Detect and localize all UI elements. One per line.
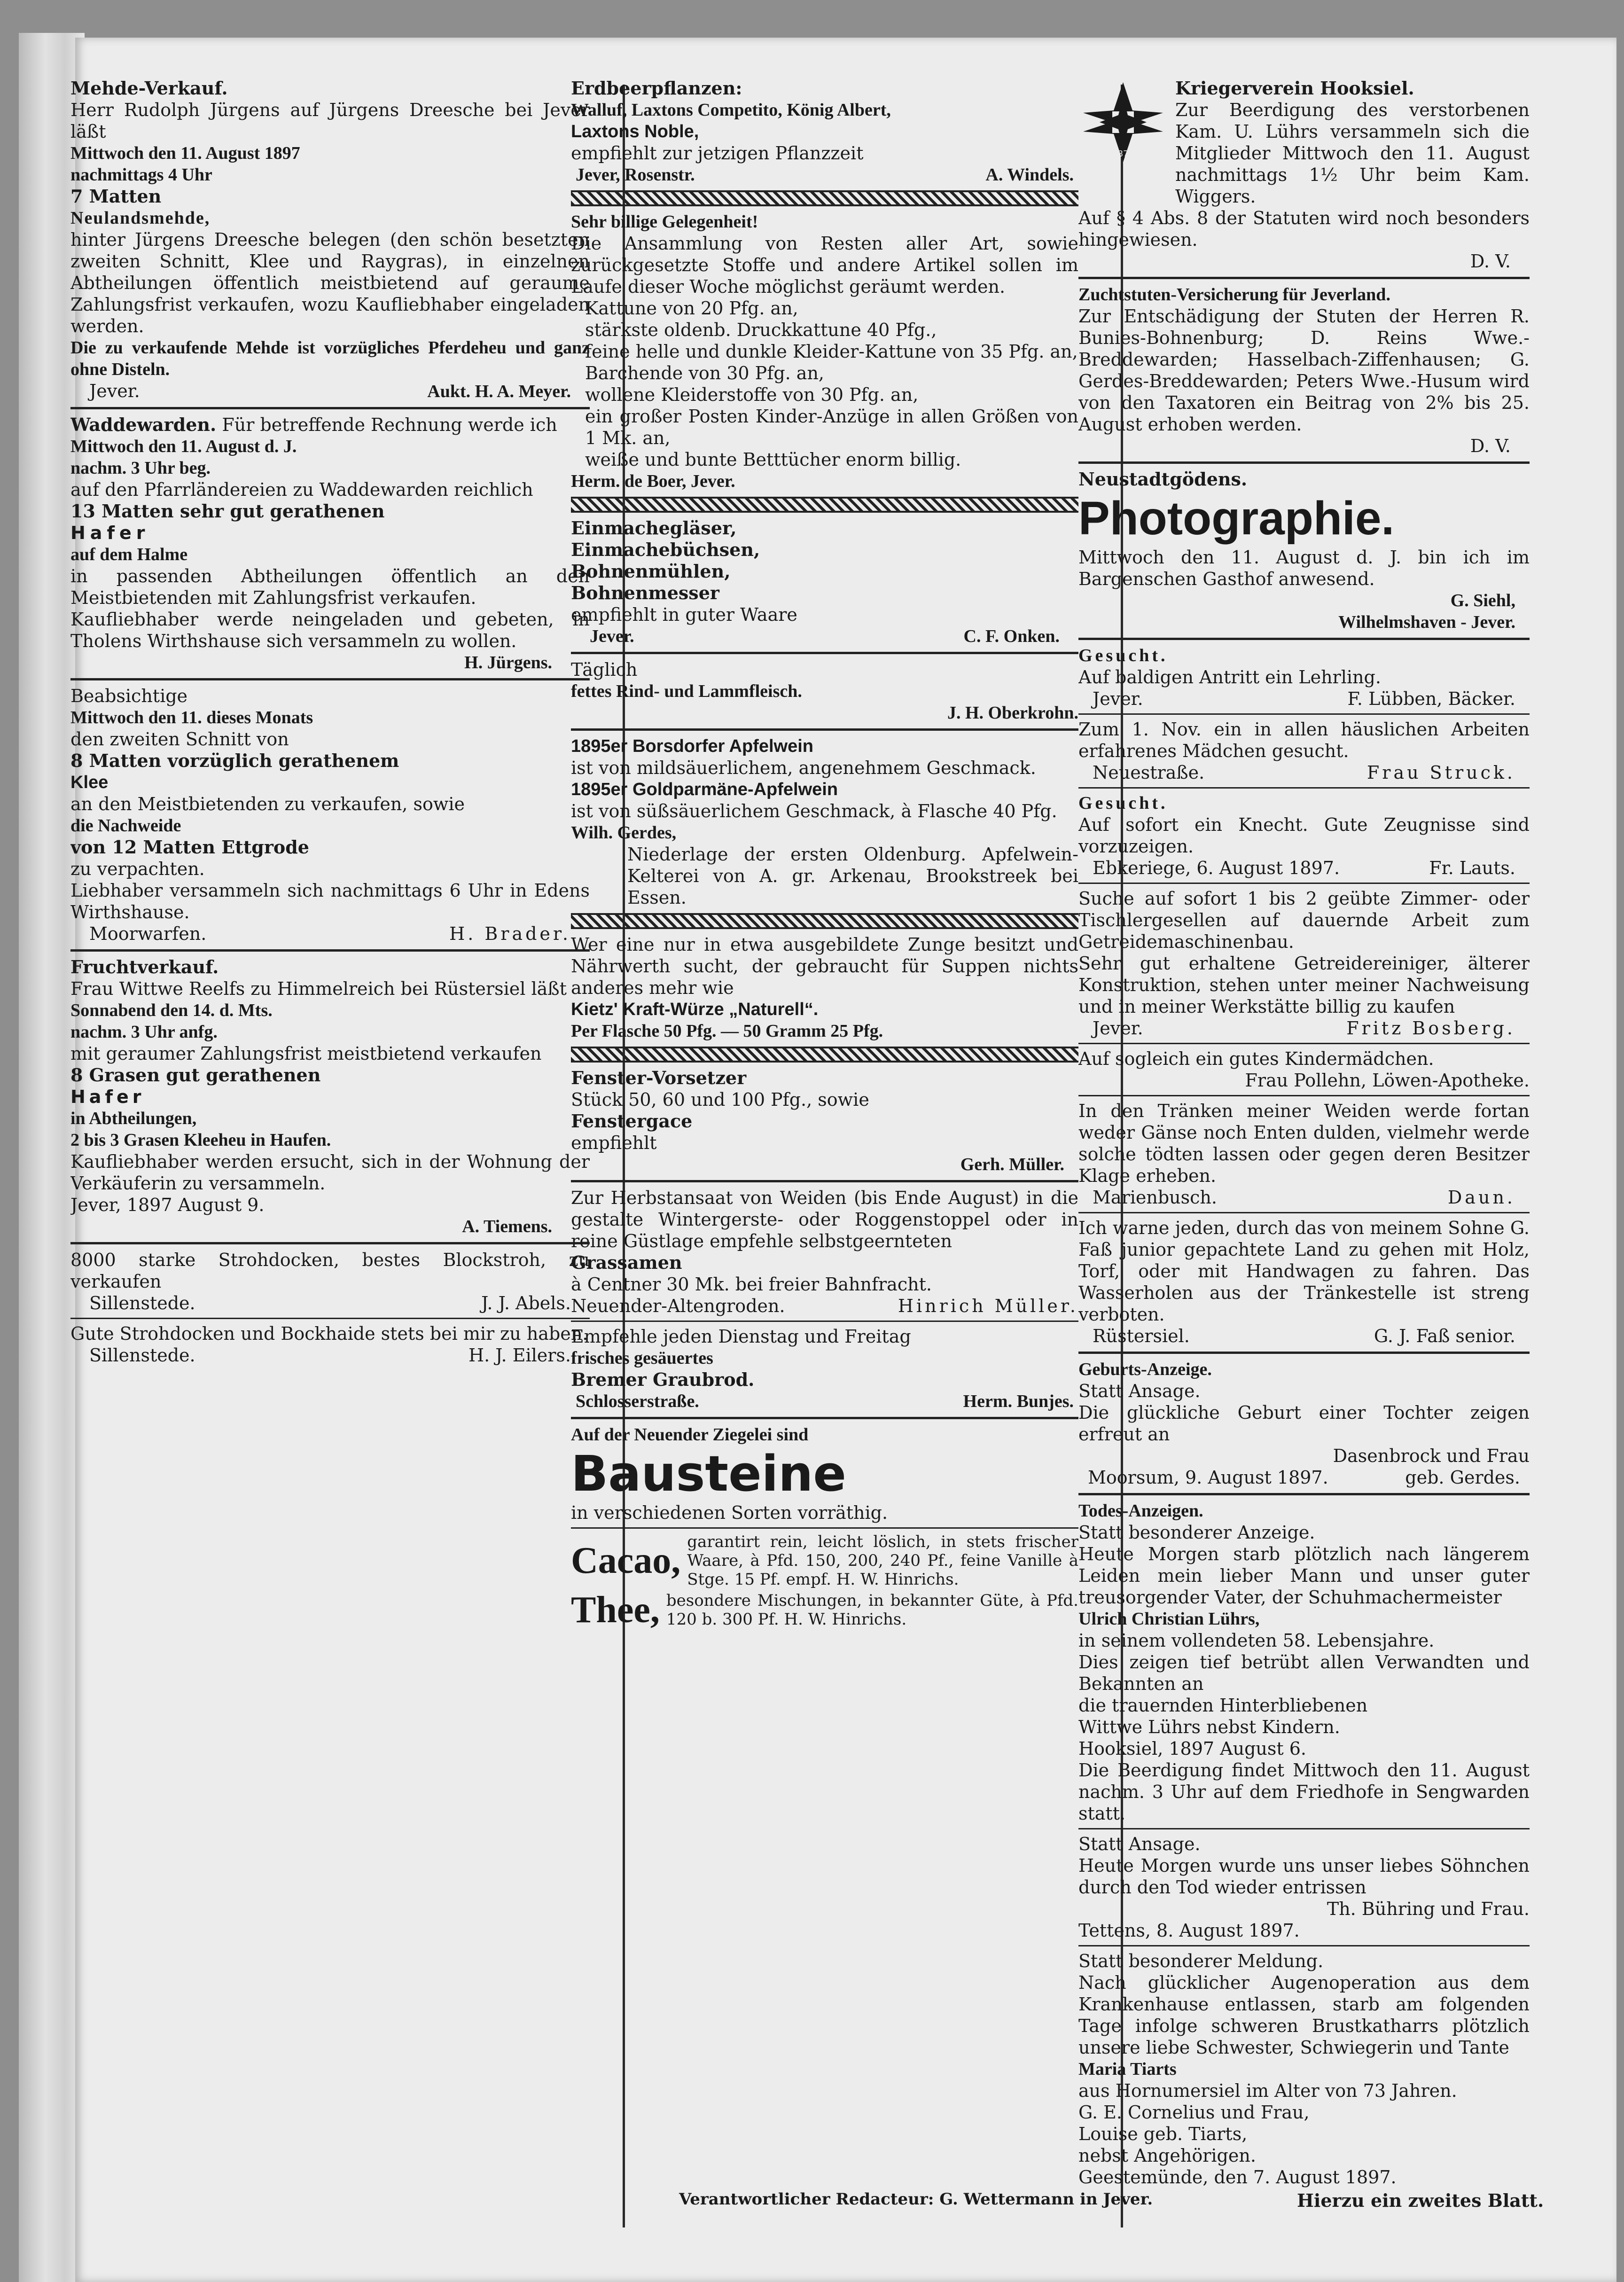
ad-text: hinter Jürgens Dreesche belegen (den schön besetzten zweiten Schnitt, Klee und Raygras), in einzelnen Abtheilungen öffentlich meistbietend auf geraume Zahlungsfrist verkaufen, wozu Kaufliebhaber eingeladen werden. bbox=[70, 229, 590, 336]
ad-text: Sehr gut erhaltene Getreidereiniger, älterer Konstruktion, stehen unter meiner Nachweisung und in meiner Werkstätte billig zu kaufen bbox=[1078, 953, 1530, 1017]
ad-subheadline: in Abtheilungen, bbox=[70, 1109, 197, 1128]
ad-title: Geburts-Anzeige. bbox=[1078, 1360, 1212, 1379]
ad-signature: nebst Angehörigen. bbox=[1078, 2145, 1256, 2166]
name: J. J. Abels. bbox=[481, 1293, 571, 1313]
ad-title: Kriegerverein Hooksiel. bbox=[1175, 78, 1414, 99]
ad-kriegerverein bbox=[1078, 78, 1530, 272]
ad-erdbeerpflanzen bbox=[571, 78, 1078, 186]
ad-gelegenheit bbox=[571, 211, 1078, 492]
place: Neuender-Altengroden. bbox=[571, 1296, 785, 1316]
divider bbox=[70, 1318, 590, 1319]
place: Jever. bbox=[590, 626, 634, 646]
ad-title: Mehde-Verkauf. bbox=[70, 78, 228, 99]
ad-text: Geestemünde, den 7. August 1897. bbox=[1078, 2167, 1397, 2188]
ad-todes-anzeige-3 bbox=[1078, 1950, 1530, 2188]
place: Moorsum, 9. August 1897. bbox=[1088, 1467, 1328, 1488]
ad-zuchtstuten bbox=[1078, 284, 1530, 457]
ad-title: Sehr billige Gelegenheit! bbox=[571, 212, 758, 232]
ad-signature bbox=[70, 923, 590, 945]
ad-signature: Louise geb. Tiarts, bbox=[1078, 2124, 1248, 2144]
ad-text: Gute Strohdocken und Bockhaide stets bei mir zu haben. bbox=[70, 1323, 588, 1344]
name: Fritz Bosberg. bbox=[1346, 1018, 1515, 1039]
ad-text: Per Flasche 50 Pfg. — 50 Gramm 25 Pfg. bbox=[571, 1021, 883, 1041]
ad-graubrod bbox=[571, 1326, 1078, 1412]
ad-signature: Wilhelmshaven - Jever. bbox=[1338, 612, 1515, 632]
ad-text: Täglich bbox=[571, 659, 638, 680]
ad-text: Statt besonderer Anzeige. bbox=[1078, 1522, 1315, 1543]
ad-text: in passenden Abtheilungen öffentlich an den Meistbietenden mit Zahlungsfrist verkaufen. bbox=[70, 566, 590, 608]
ad-text: Dies zeigen tief betrübt allen Verwandten und Bekannten an bbox=[1078, 1652, 1530, 1694]
ad-text: frisches gesäuertes bbox=[571, 1348, 713, 1368]
ad-signature: J. H. Oberkrohn. bbox=[947, 703, 1078, 723]
ad-headline: Fenster-Vorsetzer bbox=[571, 1067, 747, 1088]
ad-title: Fruchtverkauf. bbox=[70, 956, 219, 977]
ad-text: Auf sofort ein Knecht. Gute Zeugnisse sind vorzuzeigen. bbox=[1078, 814, 1530, 857]
ad-signature bbox=[571, 625, 1078, 647]
ad-signature: G. E. Cornelius und Frau, bbox=[1078, 2102, 1310, 2123]
ad-bockhaide bbox=[70, 1323, 590, 1366]
ad-date: Mittwoch den 11. August 1897 bbox=[70, 143, 300, 163]
ornamental-divider bbox=[571, 497, 1078, 513]
divider bbox=[1078, 1945, 1530, 1946]
place: Jever. bbox=[1093, 688, 1143, 709]
ad-text: Stück 50, 60 und 100 Pfg., sowie bbox=[571, 1089, 869, 1110]
ad-text: Frau Wittwe Reelfs zu Himmelreich bei Rüstersiel läßt bbox=[70, 978, 567, 999]
ad-text: ist von süßsäuerlichem Geschmack, à Flasche 40 Pfg. bbox=[571, 801, 1057, 821]
ad-headline: Bausteine bbox=[571, 1445, 846, 1502]
ad-headline: fettes Rind- und Lammfleisch. bbox=[571, 681, 802, 701]
ad-text: Zum 1. Nov. ein in allen häuslichen Arbeiten erfahrenes Mädchen gesucht. bbox=[1078, 719, 1530, 761]
cross-year: 1870 bbox=[1112, 149, 1134, 159]
ad-fruchtverkauf bbox=[70, 956, 590, 1237]
ad-title: Erdbeerpflanzen: bbox=[571, 78, 742, 99]
ad-fleisch bbox=[571, 659, 1078, 724]
ad-traenken bbox=[1078, 1100, 1530, 1208]
ad-headline: Photographie. bbox=[1078, 492, 1395, 545]
ad-text: Kaufliebhaber werde neingeladen und gebeten, in Tholens Wirthshause sich versammeln zu wollen. bbox=[70, 609, 590, 651]
ad-grassamen bbox=[571, 1187, 1078, 1317]
list-item: Kattune von 20 Pfg. an, bbox=[585, 298, 798, 319]
name: Fr. Lauts. bbox=[1429, 858, 1515, 878]
ornamental-divider bbox=[571, 1047, 1078, 1063]
ad-signature bbox=[1078, 1017, 1530, 1039]
ad-text: Die Beerdigung findet Mittwoch den 11. August nachm. 3 Uhr auf dem Friedhofe in Sengwarden statt. bbox=[1078, 1760, 1530, 1824]
ad-todes-anzeige-2 bbox=[1078, 1833, 1530, 1941]
place: Schlosserstraße. bbox=[576, 1391, 699, 1411]
divider bbox=[1078, 1095, 1530, 1096]
ad-text: besondere Mischungen, in bekannter Güte, à Pfd. 120 b. 300 Pf. H. W. Hinrichs. bbox=[666, 1591, 1078, 1629]
ad-text: empfiehlt bbox=[571, 1133, 657, 1153]
ad-signature bbox=[571, 164, 1078, 186]
place: Moorwarfen. bbox=[89, 923, 207, 944]
ad-headline: Kietz' Kraft-Würze „Naturell“. bbox=[571, 1000, 819, 1019]
ad-subheadline: 8 Matten vorzüglich gerathenem bbox=[70, 750, 399, 771]
ad-title: Zuchtstuten-Versicherung für Jeverland. bbox=[1078, 285, 1390, 305]
name: C. F. Onken. bbox=[963, 626, 1060, 646]
name: G. J. Faß senior. bbox=[1374, 1326, 1515, 1346]
list-item: wollene Kleiderstoffe von 30 Pfg. an, bbox=[585, 384, 919, 405]
footer-note: Hierzu ein zweites Blatt. bbox=[1297, 2190, 1544, 2211]
ad-text: Kaufliebhaber werden ersucht, sich in der Wohnung der Verkäuferin zu versammeln. bbox=[70, 1151, 590, 1194]
place: Jever. bbox=[1093, 1018, 1143, 1039]
ad-signature bbox=[1078, 762, 1530, 783]
ad-text: Waddewarden. Für betreffende Rechnung werde ich bbox=[70, 414, 557, 435]
ad-text: Zur Beerdigung des verstorbenen Kam. U. Lührs versammeln sich die Mitglieder Mittwoch den 11. August nachmittags 1½ Uhr beim Kam. Wiggers. bbox=[1175, 100, 1530, 207]
name: Frau Struck. bbox=[1366, 762, 1515, 783]
ad-text: den zweiten Schnitt von bbox=[70, 729, 289, 750]
ad-text: à Centner 30 Mk. bei freier Bahnfracht. bbox=[571, 1274, 932, 1295]
ad-text: Herr Rudolph Jürgens auf Jürgens Dreesche bei Jever läßt bbox=[70, 100, 590, 142]
ad-signature: Gerh. Müller. bbox=[960, 1155, 1064, 1174]
ad-signature bbox=[70, 1292, 590, 1314]
ad-signature bbox=[1078, 857, 1530, 879]
ad-text: mit geraumer Zahlungsfrist meistbietend verkaufen bbox=[70, 1043, 542, 1064]
name: H. J. Eilers. bbox=[468, 1345, 571, 1366]
ad-text: auf den Pfarrländereien zu Waddewarden reichlich bbox=[70, 479, 533, 500]
column-3 bbox=[1078, 78, 1530, 2188]
divider bbox=[571, 1527, 1078, 1529]
ad-text: in verschiedenen Sorten vorräthig. bbox=[571, 1502, 888, 1523]
ad-text: Statt Ansage. bbox=[1078, 1834, 1201, 1854]
ad-signature bbox=[70, 380, 590, 402]
column-2 bbox=[571, 78, 1078, 1631]
ad-text: Statt besonderer Meldung. bbox=[1078, 1951, 1324, 1971]
divider bbox=[1078, 1493, 1530, 1495]
place: Jever, Rosenstr. bbox=[576, 165, 695, 185]
ad-text: Liebhaber versammeln sich nachmittags 6 Uhr in Edens Wirthshause. bbox=[70, 880, 590, 922]
ad-signature: D. V. bbox=[1470, 436, 1511, 456]
ad-headline: Bremer Graubrod. bbox=[571, 1369, 755, 1390]
place: Sillenstede. bbox=[89, 1345, 195, 1366]
ad-subheadline: 8 Grasen gut gerathenen bbox=[70, 1064, 321, 1086]
ad-apfelwein bbox=[571, 735, 1078, 908]
place: Sillenstede. bbox=[89, 1293, 195, 1313]
ad-text: empfiehlt in guter Waare bbox=[571, 604, 797, 625]
iron-cross-icon bbox=[1078, 78, 1168, 167]
ad-subheadline: 2 bis 3 Grasen Kleeheu in Haufen. bbox=[70, 1130, 331, 1150]
ad-signature bbox=[1078, 1467, 1530, 1488]
ad-subheadline: von 12 Matten Ettgrode bbox=[70, 836, 309, 858]
divider bbox=[1078, 1212, 1530, 1213]
ad-headline: Neulandsmehde, bbox=[70, 208, 211, 228]
ad-tischler bbox=[1078, 888, 1530, 1039]
ad-title: Gesucht. bbox=[1078, 646, 1168, 665]
ad-mehde-verkauf bbox=[70, 78, 590, 402]
ornamental-divider bbox=[571, 190, 1078, 206]
divider bbox=[1078, 1352, 1530, 1354]
list-item: ein großer Posten Kinder-Anzüge in allen Größen von 1 Mk. an, bbox=[585, 406, 1078, 448]
ad-text: Die zu verkaufende Mehde ist vorzügliches Pferdeheu und ganz ohne Disteln. bbox=[70, 338, 590, 379]
ad-text: an den Meistbietenden zu verkaufen, sowie bbox=[70, 794, 465, 814]
divider bbox=[1078, 1828, 1530, 1829]
list-item: Barchende von 30 Pfg. an, bbox=[585, 363, 825, 383]
ad-strohdocken bbox=[70, 1249, 590, 1314]
ad-text: Heute Morgen starb plötzlich nach längerem Leiden mein lieber Mann und unser guter treusorgender Vater, der Schuhmachermeister bbox=[1078, 1544, 1530, 1608]
footer-editor: Verantwortlicher Redacteur: G. Wettermann in Jever. bbox=[679, 2190, 1153, 2209]
ad-text: Auf baldigen Antritt ein Lehrling. bbox=[1078, 667, 1381, 688]
ad-signature: Th. Bühring und Frau. bbox=[1327, 1899, 1530, 1919]
name: Daun. bbox=[1447, 1187, 1515, 1208]
ad-fenster bbox=[571, 1067, 1078, 1175]
column-1 bbox=[70, 78, 590, 1366]
divider bbox=[1078, 713, 1530, 715]
ad-kindermaedchen bbox=[1078, 1048, 1530, 1091]
ornamental-divider bbox=[571, 913, 1078, 929]
ad-text: Mittwoch den 11. August d. J. bin ich im Bargenschen Gasthof anwesend. bbox=[1078, 547, 1530, 589]
ad-headline: 1895er Goldparmäne-Apfelwein bbox=[571, 780, 838, 799]
ad-text: Tettens, 8. August 1897. bbox=[1078, 1920, 1300, 1941]
name: F. Lübben, Bäcker. bbox=[1347, 688, 1515, 709]
ad-signature: H. Jürgens. bbox=[464, 653, 552, 672]
ad-text: 8000 starke Strohdocken, bestes Blockstroh, zu verkaufen bbox=[70, 1250, 590, 1292]
ad-signature bbox=[1078, 688, 1530, 710]
ad-text: Auf sogleich ein gutes Kindermädchen. bbox=[1078, 1048, 1434, 1069]
ad-subheadline: auf dem Halme bbox=[70, 545, 188, 564]
ad-date: Mittwoch den 11. August d. J. bbox=[70, 437, 297, 456]
ad-cacao bbox=[571, 1532, 1078, 1589]
place: Jever. bbox=[89, 381, 140, 401]
ad-signature: Wilh. Gerdes, bbox=[571, 823, 677, 843]
ad-signature bbox=[571, 1295, 1078, 1317]
place: Marienbusch. bbox=[1093, 1187, 1217, 1208]
ad-thee bbox=[571, 1589, 1078, 1631]
ad-headline: 7 Matten bbox=[70, 186, 162, 207]
ad-text: ist von mildsäuerlichem, angenehmem Geschmack. bbox=[571, 758, 1036, 778]
ad-signature: Herm. de Boer, Jever. bbox=[571, 471, 735, 491]
ad-photographie bbox=[1078, 469, 1530, 633]
divider bbox=[70, 949, 590, 952]
ad-einmache bbox=[571, 517, 1078, 647]
ad-text: Wer eine nur in etwa ausgebildete Zunge besitzt und Nährwerth sucht, der gebraucht für Suppen nichts anderes mehr wie bbox=[571, 934, 1078, 998]
divider bbox=[1078, 787, 1530, 789]
ad-klee bbox=[70, 685, 590, 945]
ad-text: Die glückliche Geburt einer Tochter zeigen erfreut an bbox=[1078, 1402, 1530, 1445]
ad-headline: Hafer bbox=[70, 1086, 145, 1107]
place: Ebkeriege, 6. August 1897. bbox=[1093, 858, 1340, 878]
ad-text: Beabsichtige bbox=[70, 686, 188, 706]
ad-text: Walluf, Laxtons Competito, König Albert, bbox=[571, 100, 891, 120]
ad-text: Niederlage der ersten Oldenburg. Apfelwein-Kelterei von A. gr. Arkenau, Brookstreek bei Essen. bbox=[627, 844, 1078, 908]
ad-title: Gesucht. bbox=[1078, 793, 1168, 813]
ad-signature bbox=[70, 1344, 590, 1366]
ad-title: Todes-Anzeigen. bbox=[1078, 1501, 1203, 1521]
ad-headline: Thee, bbox=[571, 1589, 660, 1631]
ad-subheadline: Neustadtgödens. bbox=[1078, 469, 1248, 490]
divider bbox=[571, 1417, 1078, 1419]
divider bbox=[571, 652, 1078, 654]
ad-headline: Klee bbox=[70, 773, 109, 792]
divider bbox=[571, 1321, 1078, 1322]
ad-headline: Einmachegläser, bbox=[571, 517, 737, 539]
ad-text: Jever, 1897 August 9. bbox=[70, 1195, 265, 1215]
name: geb. Gerdes. bbox=[1405, 1467, 1520, 1488]
ad-text: Auf der Neuender Ziegelei sind bbox=[571, 1425, 809, 1445]
ad-date: Sonnabend den 14. d. Mts. bbox=[70, 1000, 273, 1020]
ad-text: aus Hornumersiel im Alter von 73 Jahren. bbox=[1078, 2080, 1457, 2101]
ad-headline: Cacao, bbox=[571, 1540, 681, 1581]
ad-headline: Hafer bbox=[70, 523, 150, 543]
ad-kraftwuerze bbox=[571, 934, 1078, 1042]
divider bbox=[70, 678, 590, 680]
ad-signature bbox=[1078, 1187, 1530, 1208]
ad-text: Statt Ansage. bbox=[1078, 1381, 1201, 1401]
ad-signature: Frau Pollehn, Löwen-Apotheke. bbox=[1245, 1070, 1530, 1091]
name: Hinrich Müller. bbox=[898, 1296, 1078, 1316]
list-item: feine helle und dunkle Kleider-Kattune von 35 Pfg. an, bbox=[585, 341, 1078, 362]
ad-text: in seinem vollendeten 58. Lebensjahre. bbox=[1078, 1630, 1435, 1651]
ad-signature: Dasenbrock und Frau bbox=[1333, 1446, 1530, 1466]
divider bbox=[1078, 883, 1530, 884]
ad-headline: 1895er Borsdorfer Apfelwein bbox=[571, 736, 813, 756]
list-item: stärkste oldenb. Druckkattune 40 Pfg., bbox=[585, 320, 937, 340]
ad-text: Ich warne jeden, durch das von meinem Sohne G. Faß junior gepachtete Land zu gehen mit Holz, Torf, oder mit Handwagen zu fahren. Das Wasserholen aus der Tränkestelle ist streng verboten. bbox=[1078, 1218, 1530, 1325]
ad-text: Die Ansammlung von Resten aller Art, sowie zurückgesetzte Stoffe und andere Artikel sollen im Laufe dieser Woche möglichst geräumt werden. bbox=[571, 233, 1078, 297]
ad-headline: Grassamen bbox=[571, 1252, 682, 1273]
ad-text: Suche auf sofort 1 bis 2 geübte Zimmer- oder Tischlergesellen auf dauernde Arbeit zum Getreidemaschinenbau. bbox=[1078, 888, 1530, 952]
ad-gesucht-lehrling bbox=[1078, 645, 1530, 710]
ad-name: Ulrich Christian Lührs, bbox=[1078, 1609, 1260, 1629]
divider bbox=[1078, 1043, 1530, 1044]
ad-signature: Wittwe Lührs nebst Kindern. bbox=[1078, 1717, 1340, 1737]
name: Aukt. H. A. Meyer. bbox=[427, 382, 571, 401]
list-item: weiße und bunte Betttücher enorm billig. bbox=[585, 449, 961, 470]
ad-date: Mittwoch den 11. dieses Monats bbox=[70, 708, 313, 727]
name: A. Windels. bbox=[985, 165, 1074, 185]
ad-headline: Fenstergace bbox=[571, 1110, 693, 1132]
ad-signature bbox=[571, 1391, 1078, 1412]
ad-signature: G. Siehl, bbox=[1450, 591, 1515, 610]
ad-text: Zur Entschädigung der Stuten der Herren R. Bunies-Bohnenburg; D. Reins Wwe.-Breddewarden; Hasselbach-Ziffenhausen; G. Gerdes-Breddewarden; Peters Wwe.-Husum wird von den Taxatoren ein Beitrag von 2% bis 25. August erhoben werden. bbox=[1078, 306, 1530, 435]
ad-subheadline: 13 Matten sehr gut gerathenen bbox=[70, 500, 385, 522]
ad-signature: die trauernden Hinterbliebenen bbox=[1078, 1695, 1368, 1716]
ad-todes-anzeigen bbox=[1078, 1500, 1530, 1824]
ad-text: In den Tränken meiner Weiden werde fortan weder Gänse noch Enten dulden, vielmehr werde solche tödten lassen oder gegen deren Besitzer Klage erheben. bbox=[1078, 1101, 1530, 1186]
ad-gesucht-maedchen bbox=[1078, 719, 1530, 783]
ad-text: garantirt rein, leicht löslich, in stets frischer Waare, à Pfd. 150, 200, 240 Pf., feine Vanille à Stge. 15 Pf. empf. H. W. Hinrichs. bbox=[687, 1532, 1078, 1589]
ad-headline: Einmachebüchsen, bbox=[571, 539, 760, 560]
ad-text: Empfehle jeden Dienstag und Freitag bbox=[571, 1326, 911, 1347]
ad-headline: Bohnenmühlen, bbox=[571, 561, 731, 582]
divider bbox=[1078, 638, 1530, 640]
divider bbox=[1078, 461, 1530, 464]
ad-text: empfiehlt zur jetzigen Pflanzzeit bbox=[571, 143, 864, 164]
ad-text: Zur Herbstansaat von Weiden (bis Ende August) in die gestalte Wintergerste- oder Roggenstoppel oder in reine Güstlage empfehle selbstgeernteten bbox=[571, 1188, 1078, 1251]
ad-geburts-anzeige bbox=[1078, 1359, 1530, 1488]
ad-headline: Bohnenmesser bbox=[571, 582, 719, 603]
place: Rüstersiel. bbox=[1093, 1326, 1190, 1346]
place: Neuestraße. bbox=[1093, 762, 1205, 783]
ad-text: Nach glücklicher Augenoperation aus dem Krankenhause entlassen, starb am folgenden Tage infolge schweren Brustkatharrs plötzlich unsere liebe Schwester, Schwiegerin und Tante bbox=[1078, 1972, 1530, 2058]
ad-gesucht-knecht bbox=[1078, 792, 1530, 879]
ad-hafer-1 bbox=[70, 414, 590, 673]
ad-time: nachmittags 4 Uhr bbox=[70, 165, 212, 185]
ad-signature bbox=[1078, 1325, 1530, 1347]
ad-text: Heute Morgen wurde uns unser liebes Söhnchen durch den Tod wieder entrissen bbox=[1078, 1855, 1530, 1898]
ad-signature: A. Tiemens. bbox=[462, 1217, 552, 1236]
ad-text: Hooksiel, 1897 August 6. bbox=[1078, 1738, 1306, 1759]
name: Herm. Bunjes. bbox=[963, 1391, 1074, 1411]
ad-text: zu verpachten. bbox=[70, 859, 205, 879]
ad-time: nachm. 3 Uhr beg. bbox=[70, 458, 211, 478]
ad-headline: Laxtons Noble, bbox=[571, 122, 699, 141]
divider bbox=[571, 728, 1078, 731]
divider bbox=[1078, 277, 1530, 279]
ad-text: Auf § 4 Abs. 8 der Statuten wird noch besonders hingewiesen. bbox=[1078, 208, 1530, 250]
ad-subheadline: die Nachweide bbox=[70, 816, 181, 836]
divider bbox=[70, 407, 590, 409]
ad-signature: D. V. bbox=[1470, 251, 1511, 272]
name: H. Brader. bbox=[449, 923, 571, 944]
ad-name: Maria Tiarts bbox=[1078, 2059, 1177, 2079]
ad-bausteine bbox=[571, 1424, 1078, 1524]
divider bbox=[70, 1242, 590, 1244]
ad-time: nachm. 3 Uhr anfg. bbox=[70, 1022, 218, 1042]
divider bbox=[571, 1180, 1078, 1182]
ad-warnung bbox=[1078, 1217, 1530, 1347]
